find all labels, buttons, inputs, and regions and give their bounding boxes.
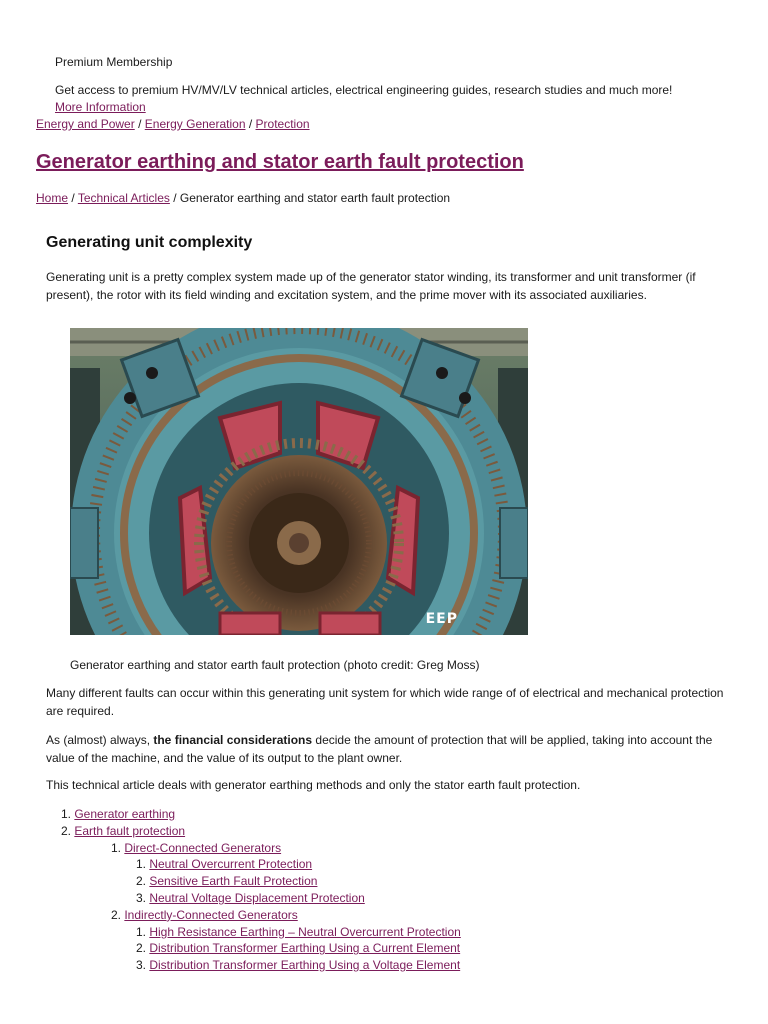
- section-heading: Generating unit complexity: [46, 234, 253, 251]
- toc-number: 2.: [110, 907, 121, 922]
- category-separator: /: [248, 117, 253, 131]
- toc-number: 1.: [60, 807, 71, 821]
- toc-number: 3.: [135, 890, 146, 905]
- paragraph-financial-end: decide the amount of protection that will be applied, taking into account the value of the machine, and the value of its output to the plant owner.: [46, 733, 713, 765]
- paragraph-financial: [46, 732, 736, 767]
- photo-caption: Generator earthing and stator earth fault protection (photo credit: Greg Moss): [70, 658, 480, 672]
- page-title-link[interactable]: Generator earthing and stator earth fault protection: [36, 151, 524, 173]
- toc-number: 2.: [60, 823, 71, 838]
- toc-link-neutral-overcurrent[interactable]: Neutral Overcurrent Protection: [149, 857, 313, 872]
- toc-number: 1.: [135, 924, 146, 939]
- toc-item: [56, 957, 461, 974]
- toc-item: [56, 840, 461, 857]
- page-title: [36, 148, 524, 176]
- toc-item: [56, 940, 461, 957]
- toc-number: 3.: [135, 958, 146, 973]
- category-protection[interactable]: Protection: [255, 117, 310, 131]
- promo-description: Get access to premium HV/MV/LV technical articles, electrical engineering guides, research studies and much more!: [55, 83, 673, 97]
- toc-item: [56, 856, 461, 873]
- breadcrumb: [36, 190, 450, 207]
- toc-link-distribution-current-element[interactable]: Distribution Transformer Earthing Using a Current Element: [149, 941, 461, 956]
- toc-number: 1.: [135, 857, 146, 872]
- toc-item: [56, 907, 461, 924]
- generator-illustration: [70, 328, 528, 635]
- toc-link-neutral-voltage-displacement[interactable]: Neutral Voltage Displacement Protection: [149, 890, 365, 905]
- toc-item: [56, 806, 461, 823]
- financial-considerations-bold: the financial considerations: [153, 733, 313, 747]
- promo-title: Premium Membership: [55, 55, 173, 69]
- photo-watermark: EEP: [425, 611, 458, 627]
- paragraph-financial-start: As (almost) always,: [46, 733, 154, 747]
- toc-link-distribution-voltage-element[interactable]: Distribution Transformer Earthing Using a Voltage Element: [149, 958, 461, 973]
- toc-link-generator-earthing[interactable]: Generator earthing: [74, 807, 176, 821]
- toc-item: [56, 890, 461, 907]
- paragraph-scope: This technical article deals with generator earthing methods and only the stator earth fault protection.: [46, 778, 581, 792]
- toc-number: 2.: [135, 874, 146, 889]
- toc-item: [56, 924, 461, 941]
- category-separator: /: [138, 117, 142, 131]
- category-energy-generation[interactable]: Energy Generation: [144, 117, 246, 131]
- paragraph-faults: Many different faults can occur within this generating unit system for which wide range of of electrical and mechanical protection are required.: [46, 686, 724, 718]
- toc-link-earth-fault-protection[interactable]: Earth fault protection: [74, 823, 186, 838]
- more-information-link[interactable]: More Information: [55, 100, 146, 114]
- intro-paragraph: Generating unit is a pretty complex system made up of the generator stator winding, its transformer and unit transformer (if present), the rotor with its field winding and excitation system, and the prime mover with its associated auxiliaries.: [46, 270, 696, 302]
- toc-link-sensitive-earth-fault[interactable]: Sensitive Earth Fault Protection: [149, 874, 318, 889]
- breadcrumb-technical-articles[interactable]: Technical Articles: [77, 191, 170, 205]
- generator-photo: [70, 328, 528, 635]
- category-links: [36, 116, 310, 133]
- category-energy-and-power[interactable]: Energy and Power: [36, 117, 135, 131]
- table-of-contents: [56, 806, 461, 974]
- toc-link-high-resistance-earthing[interactable]: High Resistance Earthing – Neutral Overcurrent Protection: [149, 924, 461, 939]
- toc-item: [56, 823, 461, 840]
- toc-number: 2.: [135, 941, 146, 956]
- breadcrumb-separator: /: [71, 191, 75, 205]
- toc-link-direct-connected[interactable]: Direct-Connected Generators: [124, 840, 282, 855]
- breadcrumb-home[interactable]: Home: [36, 191, 69, 205]
- premium-membership-promo: [55, 54, 735, 114]
- breadcrumb-current: Generator earthing and stator earth fault protection: [179, 191, 451, 205]
- toc-number: 1.: [110, 840, 121, 855]
- breadcrumb-separator: /: [173, 191, 177, 205]
- toc-item: [56, 873, 461, 890]
- toc-link-indirectly-connected[interactable]: Indirectly-Connected Generators: [124, 907, 298, 922]
